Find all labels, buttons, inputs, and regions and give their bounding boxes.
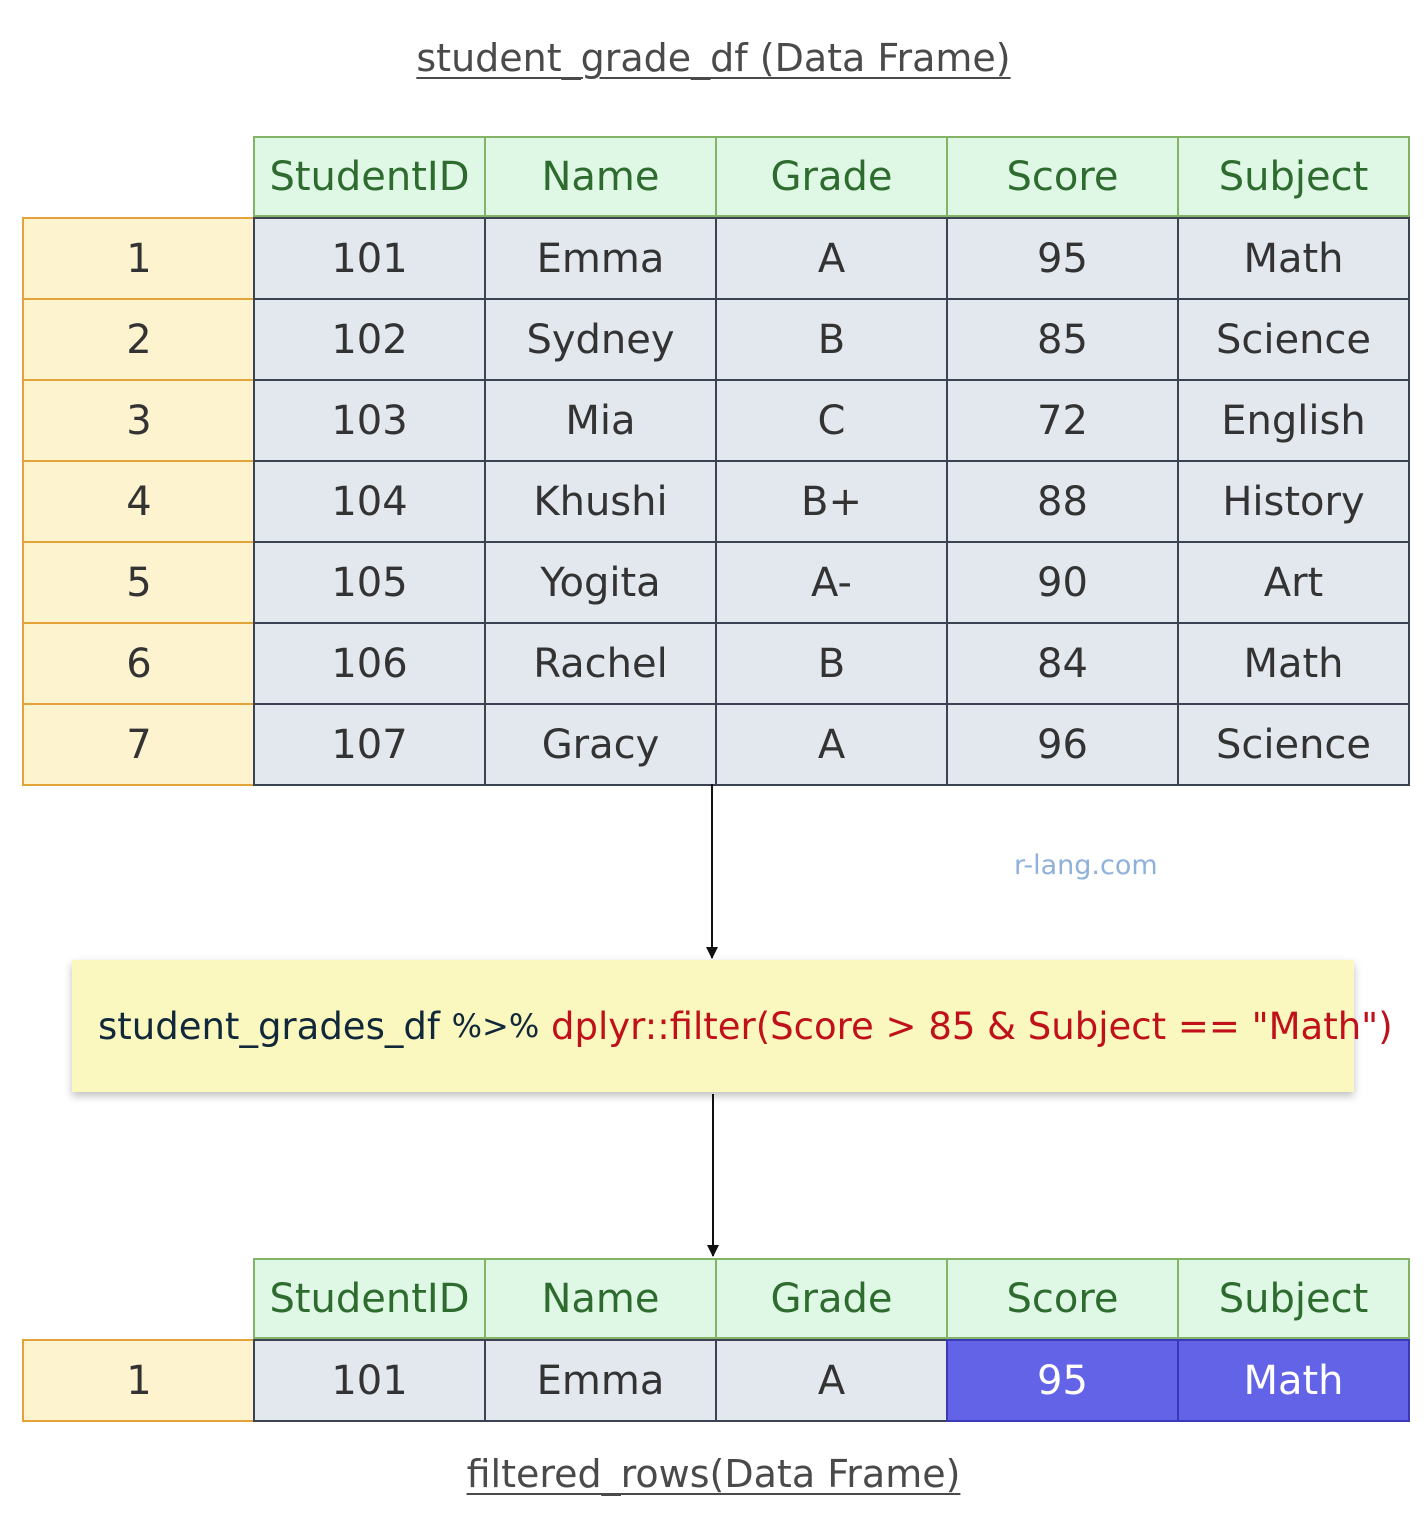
column-header: Grade	[715, 136, 948, 217]
column-header: Grade	[715, 1258, 948, 1339]
table-cell: History	[1177, 460, 1410, 543]
filtered-dataframe-title: filtered_rows(Data Frame)	[466, 1452, 961, 1496]
table-cell: Art	[1177, 541, 1410, 624]
table-cell: 101	[253, 1339, 486, 1422]
column-header: Score	[946, 1258, 1179, 1339]
table-cell: Sydney	[484, 298, 717, 381]
table-cell: 96	[946, 703, 1179, 786]
column-header: StudentID	[253, 136, 486, 217]
row-index: 1	[22, 1339, 256, 1422]
table-cell: A	[715, 703, 948, 786]
table-cell: A	[715, 217, 948, 300]
table-cell: B+	[715, 460, 948, 543]
code-dataframe-name: student_grades_df	[98, 1004, 440, 1048]
filter-code-box	[72, 960, 1393, 1092]
table-cell: 107	[253, 703, 486, 786]
table-cell: Khushi	[484, 460, 717, 543]
table-cell: Math	[1177, 622, 1410, 705]
table-cell: 105	[253, 541, 486, 624]
table-cell: B	[715, 622, 948, 705]
table-cell: English	[1177, 379, 1410, 462]
code-filter-call: dplyr::filter(Score > 85 & Subject == "Math")	[551, 1004, 1393, 1048]
watermark: r-lang.com	[1014, 850, 1158, 881]
highlighted-cell: Math	[1177, 1339, 1410, 1422]
source-dataframe-title: student_grade_df (Data Frame)	[416, 36, 1011, 80]
row-index: 6	[22, 622, 256, 705]
table-cell: 103	[253, 379, 486, 462]
row-index: 2	[22, 298, 256, 381]
row-index: 4	[22, 460, 256, 543]
table-cell: Mia	[484, 379, 717, 462]
table-cell: 85	[946, 298, 1179, 381]
table-cell: 72	[946, 379, 1179, 462]
column-header: Subject	[1177, 1258, 1410, 1339]
table-cell: C	[715, 379, 948, 462]
table-cell: 88	[946, 460, 1179, 543]
table-cell: B	[715, 298, 948, 381]
row-index: 1	[22, 217, 256, 300]
table-cell: Emma	[484, 1339, 717, 1422]
table-cell: Science	[1177, 298, 1410, 381]
column-header: Name	[484, 1258, 717, 1339]
table-cell: Science	[1177, 703, 1410, 786]
table-cell: Rachel	[484, 622, 717, 705]
table-cell: 95	[946, 217, 1179, 300]
table-cell: A	[715, 1339, 948, 1422]
table-cell: Emma	[484, 217, 717, 300]
column-header: Subject	[1177, 136, 1410, 217]
table-cell: Gracy	[484, 703, 717, 786]
table-cell: 102	[253, 298, 486, 381]
column-header: Name	[484, 136, 717, 217]
row-index: 3	[22, 379, 256, 462]
row-index: 7	[22, 703, 256, 786]
table-cell: 84	[946, 622, 1179, 705]
column-header: StudentID	[253, 1258, 486, 1339]
table-cell: Math	[1177, 217, 1410, 300]
table-cell: 104	[253, 460, 486, 543]
table-cell: Yogita	[484, 541, 717, 624]
code-pipe-operator: %>%	[451, 1007, 540, 1045]
table-cell: 106	[253, 622, 486, 705]
highlighted-cell: 95	[946, 1339, 1179, 1422]
table-cell: A-	[715, 541, 948, 624]
column-header: Score	[946, 136, 1179, 217]
row-index: 5	[22, 541, 256, 624]
table-cell: 90	[946, 541, 1179, 624]
table-cell: 101	[253, 217, 486, 300]
